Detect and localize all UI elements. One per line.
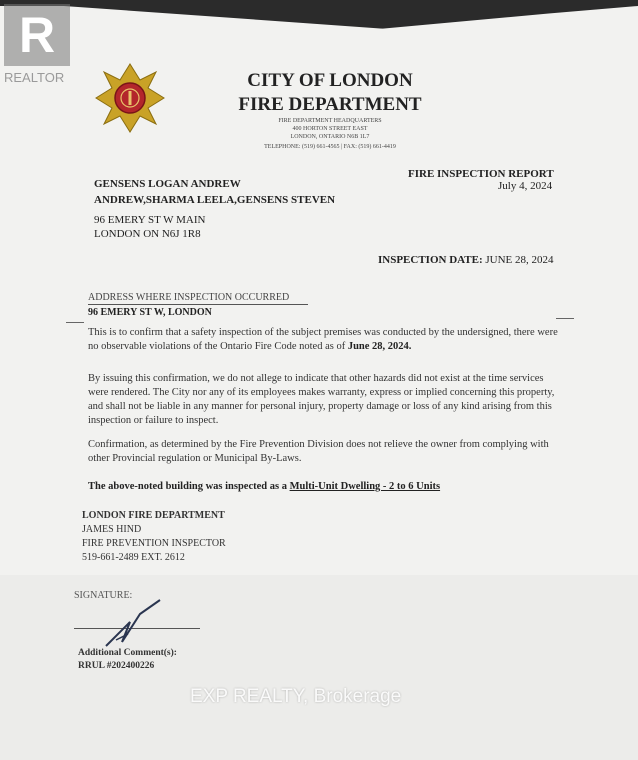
paragraph-disclaimer: By issuing this confirmation, we do not allege to indicate that other hazards did not exist at the time services were rendered. The City nor any of its employees makes warranty, express or implied concerning this property, and shall not be liable in any manner for personal injury, property damage or loss of any kind arising from this inspection or failure to inspect. — [88, 373, 555, 426]
address-value: 96 EMERY ST W, LONDON — [88, 307, 212, 318]
signatory-title: FIRE PREVENTION INSPECTOR — [82, 538, 226, 549]
address-label: ADDRESS WHERE INSPECTION OCCURRED — [88, 292, 308, 305]
realtor-watermark: REALTOR — [4, 70, 65, 85]
paragraph-building-type — [88, 480, 558, 494]
report-title: FIRE INSPECTION REPORT — [408, 168, 554, 180]
letterhead-hq: FIRE DEPARTMENT HEADQUARTERS — [278, 118, 382, 124]
comments-value: RRUL #202400226 — [78, 661, 155, 671]
building-type-value: Multi-Unit Dwelling - 2 to 6 Units — [289, 481, 441, 492]
recipient-address-2: LONDON ON N6J 1R8 — [94, 228, 201, 240]
letterhead-city-postal: LONDON, ONTARIO N6B 1L7 — [290, 134, 370, 140]
inspection-date-value: JUNE 28, 2024 — [485, 254, 554, 266]
paragraph-confirmation — [88, 326, 558, 354]
signature-mark-icon — [100, 596, 170, 656]
recipient-name-2: ANDREW,SHARMA LEELA,GENSENS STEVEN — [94, 194, 336, 206]
brokerage-watermark: EXP REALTY, Brokerage — [190, 686, 402, 707]
signatory-department: LONDON FIRE DEPARTMENT — [82, 510, 225, 521]
recipient-address-1: 96 EMERY ST W MAIN — [94, 214, 206, 226]
signatory-phone: 519-661-2489 EXT. 2612 — [82, 552, 185, 563]
signatory-name: JAMES HIND — [82, 524, 142, 535]
recipient-name-1: GENSENS LOGAN ANDREW — [94, 178, 241, 190]
margin-mark-left — [66, 322, 84, 323]
paragraph-confirmation-text: This is to confirm that a safety inspection of the subject premises was conducted by the undersigned, there were no observable violations of the Ontario Fire Code noted as of — [88, 327, 558, 352]
margin-mark-right — [556, 318, 574, 319]
paragraph-compliance: Confirmation, as determined by the Fire Prevention Division does not relieve the owner from complying with other Provincial regulation or Municipal By-Laws. — [88, 439, 549, 464]
inspection-date-label: INSPECTION DATE: — [378, 254, 483, 266]
paragraph-confirmation-date: June 28, 2024. — [347, 341, 412, 352]
letterhead-city: CITY OF LONDON — [247, 70, 413, 91]
letterhead-phone: TELEPHONE: (519) 661-4565 | FAX: (519) 661-4419 — [264, 144, 396, 150]
signature-label: SIGNATURE: — [74, 590, 133, 601]
fire-department-badge-icon — [94, 62, 166, 134]
letterhead-street: 400 HORTON STREET EAST — [292, 126, 368, 132]
realtor-logo-icon: R — [4, 4, 70, 66]
comments-label: Additional Comment(s): — [78, 648, 177, 658]
letterhead-department: FIRE DEPARTMENT — [238, 94, 422, 115]
building-type-prefix: The above-noted building was inspected as a — [88, 481, 290, 492]
report-date: July 4, 2024 — [498, 180, 553, 192]
inspection-date-line — [378, 254, 554, 266]
